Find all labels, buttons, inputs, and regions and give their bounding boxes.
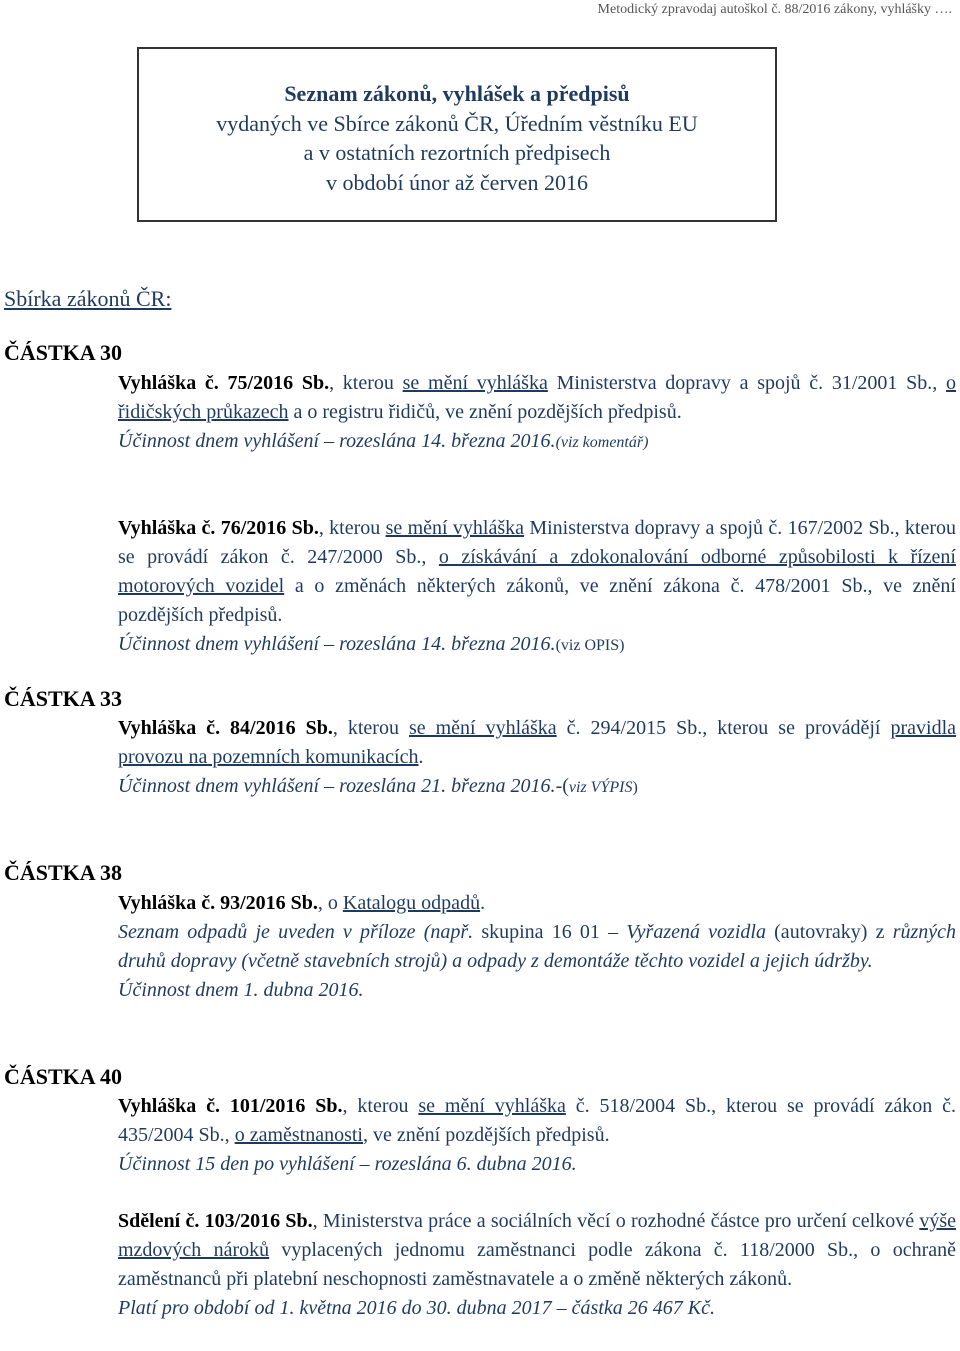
entry-title: Vyhláška č. 101/2016 Sb.: [118, 1095, 343, 1117]
castka-30-heading: ČÁSTKA 30: [4, 340, 122, 365]
entry-text: [118, 514, 956, 630]
underlined-text: o řidičských průkazech: [118, 372, 957, 423]
entry-text: [118, 1092, 956, 1150]
entry-vyhlaska-76-2016: [118, 514, 956, 660]
entry-text: [118, 1207, 956, 1294]
effectivity-line: [118, 772, 956, 802]
effectivity-text: Účinnost dnem vyhlášení – rozeslána 14. března 2016.: [118, 430, 556, 452]
page-header: Metodický zpravodaj autoškol č. 88/2016 zákony, vyhlášky ….: [597, 2, 952, 17]
effectivity-text: Účinnost dnem 1. dubna 2016.: [118, 979, 364, 1001]
validity-text: Platí pro období od 1. května 2016 do 30. dubna 2017 – částka 26 467 Kč.: [118, 1297, 715, 1319]
entry-vyhlaska-93-2016: [118, 889, 956, 1005]
section-heading: Sbírka zákonů ČR:: [4, 286, 172, 311]
entry-vyhlaska-75-2016: [118, 369, 956, 457]
text: , ve znění pozdějších předpisů.: [363, 1124, 610, 1146]
entry-note: [118, 918, 956, 976]
entry-sdeleni-103-2016: [118, 1207, 956, 1323]
entry-title: Vyhláška č. 76/2016 Sb.: [118, 517, 319, 539]
title-line-2: vydaných ve Sbírce zákonů ČR, Úředním věstníku EU: [216, 110, 698, 136]
castka-40-heading: ČÁSTKA 40: [4, 1064, 122, 1089]
text: .: [480, 892, 486, 914]
text: , kterou: [332, 717, 409, 739]
title-box: [137, 47, 777, 222]
entry-title: Vyhláška č. 84/2016 Sb.: [118, 717, 333, 739]
entry-title: Sdělení č. 103/2016 Sb.: [118, 1210, 313, 1232]
text: , kterou: [318, 517, 386, 539]
italic-text: Vyřazená vozidla: [626, 921, 766, 943]
text: -(: [555, 775, 569, 797]
effectivity-text: Účinnost dnem vyhlášení – rozeslána 21. března 2016.: [118, 775, 556, 797]
text: ): [632, 779, 638, 796]
text: , kterou: [342, 1095, 419, 1117]
underlined-text: se mění vyhláška: [408, 717, 557, 739]
entry-text: [118, 889, 956, 918]
text: č. 518/2004 Sb., kterou se provádí zákon č. 435/2004 Sb.,: [118, 1095, 956, 1146]
effectivity-text: Účinnost dnem vyhlášení – rozeslána 14. března 2016.: [118, 633, 556, 655]
underlined-text: výše mzdových nároků: [118, 1210, 956, 1261]
castka-33-heading: ČÁSTKA 33: [4, 686, 122, 711]
underlined-text: Katalogu odpadů: [342, 892, 481, 914]
underlined-text: pravidla provozu na pozemních komunikacích: [118, 717, 957, 768]
entry-title: Vyhláška č. 93/2016 Sb.: [118, 892, 318, 914]
italic-text: různých druhů dopravy (včetně stavebních strojů) a odpady z demontáže těchto vozidel a jejich údržby.: [118, 921, 957, 972]
text: , Ministerstva práce a sociálních věcí o rozhodné částce pro určení celkové: [312, 1210, 920, 1232]
opis-reference: (viz OPIS): [555, 637, 625, 654]
entry-text: [118, 369, 956, 427]
underlined-text: o získávání a zdokonalování odborné způsobilosti k řízení motorových vozidel: [118, 546, 956, 597]
text: , o: [317, 892, 343, 914]
title-line-4: v období únor až červen 2016: [325, 169, 589, 195]
effectivity-text: Účinnost 15 den po vyhlášení – rozeslána 6. dubna 2016.: [118, 1153, 577, 1175]
comment-reference: (viz komentář): [555, 434, 649, 451]
title-line-3: a v ostatních rezortních předpisech: [303, 140, 611, 165]
italic-text: Seznam odpadů je uveden v příloze (např.: [118, 921, 474, 943]
entry-text: [118, 714, 956, 772]
text: skupina 16 01 –: [473, 921, 627, 943]
entry-vyhlaska-84-2016: [118, 714, 956, 802]
underlined-text: se mění vyhláška: [402, 372, 548, 394]
text: vyplacených jednomu zaměstnanci podle zákona č. 118/2000 Sb., o ochraně zaměstnanců při platební neschopnosti zaměstnavatele a o změně některých zákonů.: [118, 1239, 957, 1290]
underlined-text: o zaměstnanosti: [234, 1124, 363, 1146]
entry-title: Vyhláška č. 75/2016 Sb.: [118, 372, 330, 394]
text: a o změnách některých zákonů, ve znění zákona č. 478/2001 Sb., ve znění pozdějších předpisů.: [118, 575, 956, 626]
text: (autovraky) z: [765, 921, 893, 943]
text: č. 294/2015 Sb., kterou se provádějí: [556, 717, 891, 739]
effectivity-line: [118, 427, 956, 457]
vypis-reference: viz VÝPIS: [568, 779, 633, 796]
text: Ministerstva dopravy a spojů č. 31/2001 Sb.,: [547, 372, 947, 394]
castka-38-heading: ČÁSTKA 38: [4, 860, 122, 885]
title-line-1: Seznam zákonů, vyhlášek a předpisů: [284, 81, 630, 106]
effectivity-line: [118, 630, 956, 660]
text: , kterou: [329, 372, 403, 394]
underlined-text: se mění vyhláška: [418, 1095, 566, 1117]
text: a o registru řidičů, ve znění pozdějších předpisů.: [288, 401, 682, 423]
text: .: [418, 746, 424, 768]
underlined-text: se mění vyhláška: [385, 517, 525, 539]
text: Ministerstva dopravy a spojů č. 167/2002 Sb., kterou se provádí zákon č. 247/2000 Sb.,: [118, 517, 957, 568]
entry-vyhlaska-101-2016: [118, 1092, 956, 1179]
